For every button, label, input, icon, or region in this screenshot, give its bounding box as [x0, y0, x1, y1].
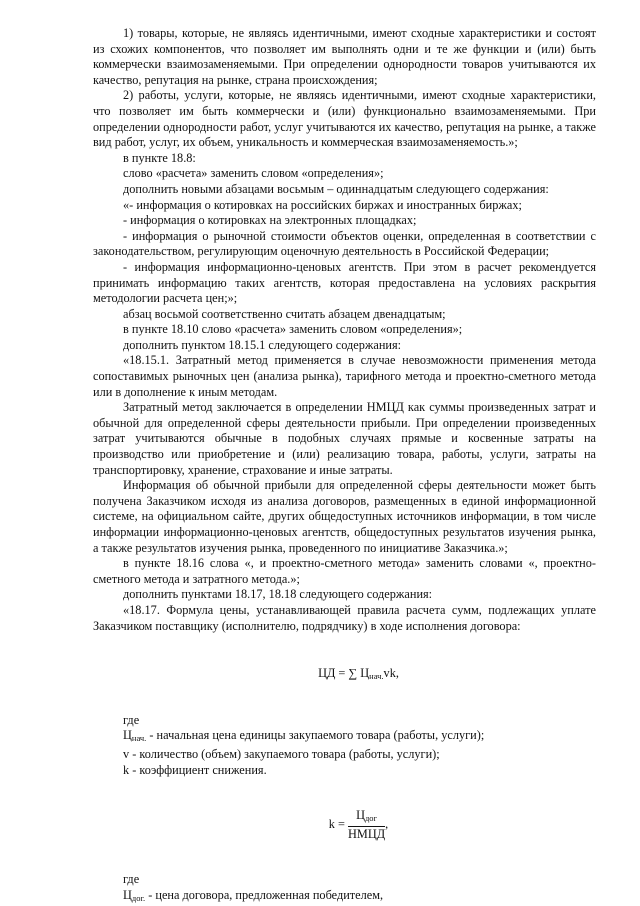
- definition-line: k - коэффициент снижения.: [123, 762, 267, 777]
- definition-line: v - количество (объем) закупаемого товара (работы, услуги);: [123, 746, 440, 761]
- fraction-numerator: $Ц_{дог}$: [348, 808, 385, 827]
- paragraph: 2) работы, услуги, которые, не являясь идентичными, имеют сходные характеристики, что позволяет им быть коммерчески и (или) функционально взаимозаменяемыми. При определении однородности работ, услуг учитываются их качество, репутация на рынке, а также вид работ, услуг, их объем, уникальность и коммерческая взаимозаменяемость.»;: [93, 88, 596, 150]
- paragraph: 1) товары, которые, не являясь идентичными, имеют сходные характеристики и состоят из схожих компонентов, что позволяет им выполнять одни и те же функции и (или) быть коммерчески взаимозаменяемыми. При определении однородности товаров учитываются их качество, репутация на рынке, страна происхождения;: [93, 26, 596, 87]
- paragraph: - информация о рыночной стоимости объектов оценки, определенная в соответствии с законодательством, регулирующим оценочную деятельность в Российской Федерации;: [93, 228, 596, 259]
- definition-line: $Ц_{нач.}$ - начальная цена единицы закупаемого товара (работы, услуги);: [123, 728, 485, 744]
- paragraph: в пункте 18.8:: [123, 150, 196, 165]
- definition-line: $Ц_{дог.}$ - цена договора, предложенная победителем,: [123, 887, 384, 903]
- paragraph: дополнить новыми абзацами восьмым – одиннадцатым следующего содержания:: [123, 181, 549, 196]
- formula-contract-price: [93, 666, 596, 685]
- paragraph: слово «расчета» заменить словом «определения»;: [123, 166, 384, 181]
- formula-lhs: ЦД = ∑ Ц: [318, 666, 370, 681]
- paragraph: дополнить пунктом 18.15.1 следующего содержания:: [123, 337, 402, 352]
- formula-reduction-coefficient: [93, 808, 596, 842]
- paragraph: в пункте 18.16 слова «, и проектно-сметного метода» заменить словами «, проектно-сметного метода и затратного метода.»;: [93, 556, 596, 586]
- paragraph: «18.17. Формула цены, устанавливающей правила расчета сумм, подлежащих уплате Заказчиком поставщику (исполнителю, подрядчику) в ходе исполнения договора:: [93, 602, 596, 633]
- paragraph: Затратный метод заключается в определении НМЦД как суммы произведенных затрат и обычной для определенной сферы деятельности прибыли. При определении произведенных затрат учитываются обычные в подобных случаях прямые и косвенные затраты на производство или приобретение и (или) реализацию товара, работы, услуги, затраты на транспортировку, хранение, страхование и иные затраты.: [93, 400, 596, 477]
- formula-subscript: нач.: [369, 671, 384, 682]
- paragraph: абзац восьмой соответственно считать абзацем двенадцатым;: [123, 306, 446, 321]
- paragraph: дополнить пунктами 18.17, 18.18 следующего содержания:: [123, 587, 433, 602]
- paragraph: - информация информационно-ценовых агентств. При этом в расчет рекомендуется принимать информацию таких агентств, которая предоставлена на условиях раскрытия методологии расчета цен;»;: [93, 259, 596, 306]
- formula-lhs: k =: [328, 816, 345, 831]
- fraction-denominator: НМЦД: [348, 827, 386, 842]
- document-body: [93, 26, 596, 906]
- where-label: где: [123, 712, 140, 727]
- formula-tail: ,: [385, 816, 389, 831]
- paragraph: - информация о котировках на электронных площадках;: [123, 213, 417, 228]
- formula-rhs: vk,: [383, 666, 399, 681]
- formula-fraction: [348, 808, 385, 842]
- paragraph: «- информация о котировках на российских биржах и иностранных биржах;: [123, 197, 522, 212]
- paragraph: Информация об обычной прибыли для определенной сферы деятельности может быть получена Заказчиком исходя из анализа договоров, размещенных в единой информационной системе, на официальном сайте, других общедоступных источников информации, в том числе информации информационно-ценовых агентств, общедоступных результатов изучения рынка, а также результатов изучения рынка, проведенного по инициативе Заказчика.»;: [93, 478, 596, 555]
- paragraph: «18.15.1. Затратный метод применяется в случае невозможности применения метода сопоставимых рыночных цен (анализа рынка), тарифного метода и проектно-сметного метода или в дополнение к иным методам.: [93, 353, 596, 399]
- where-label: где: [123, 872, 140, 887]
- paragraph: в пункте 18.10 слово «расчета» заменить словом «определения»;: [123, 322, 463, 337]
